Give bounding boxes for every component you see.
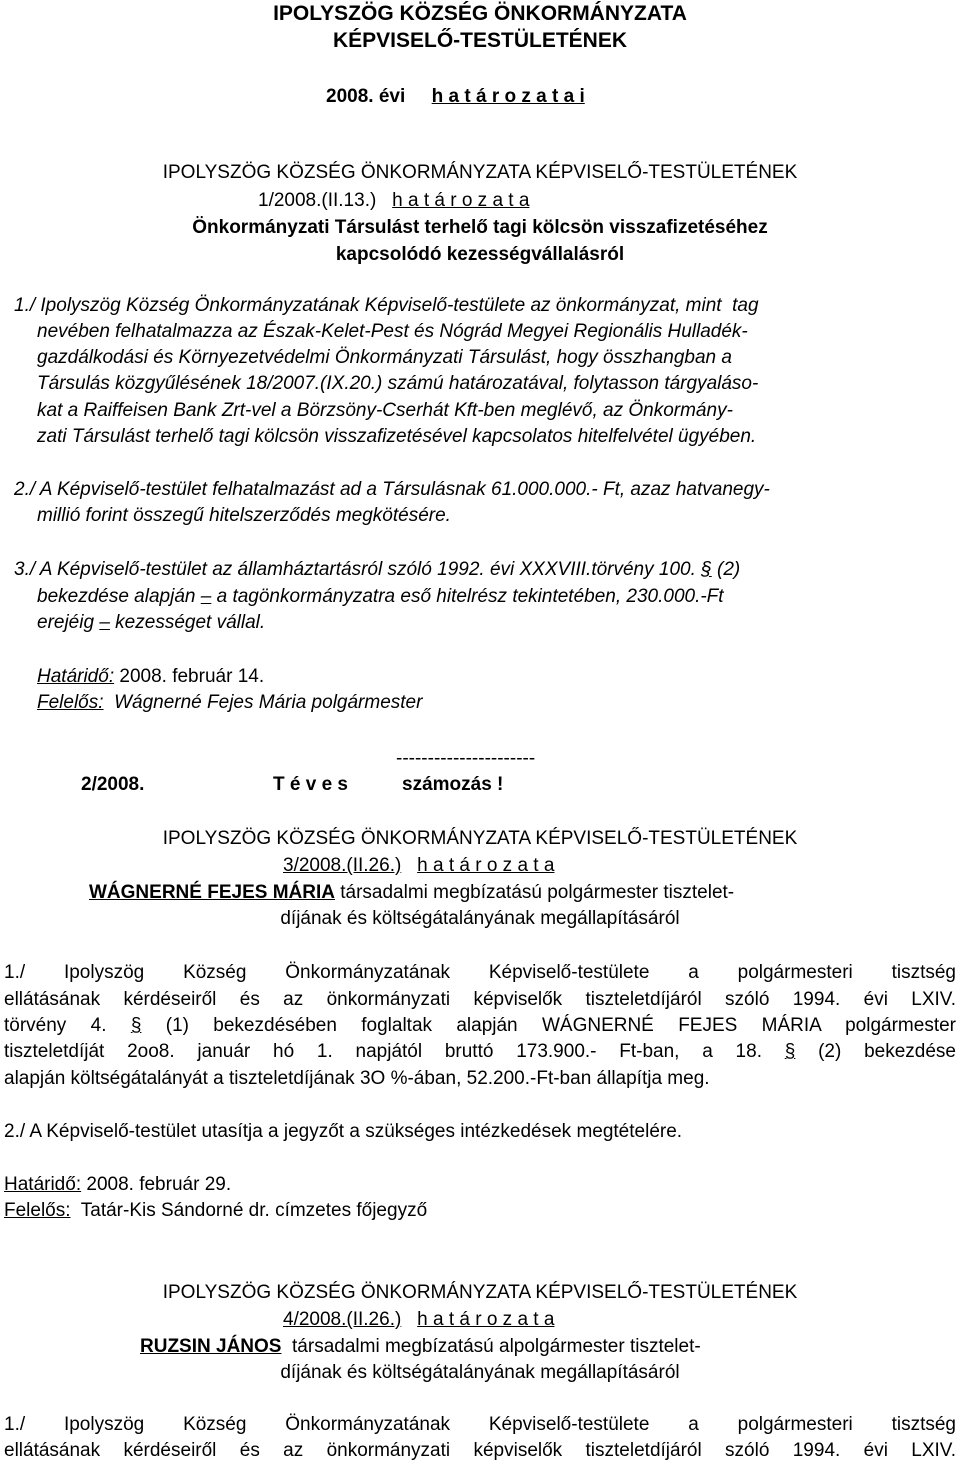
res4-decision-word: h a t á r o z a t a	[417, 1309, 555, 1330]
res1-responsible-label: Felelős:	[37, 692, 104, 713]
res1-p3-l3-c: kezességet vállal.	[109, 612, 266, 633]
res3-person-name: WÁGNERNÉ FEJES MÁRIA	[89, 882, 335, 903]
res3-deadline-label: Határidő:	[4, 1174, 82, 1195]
res4-title-line-1	[140, 1336, 701, 1358]
res3-p1-line-5: alapján költségátalányát a tiszteletdíjának 3O %-ában, 52.200.-Ft-ban állapítja meg.	[4, 1068, 710, 1089]
res3-number-line	[283, 855, 554, 877]
res1-p3-line-2	[37, 586, 724, 608]
res1-p3-l2-a: bekezdése alapján	[37, 586, 201, 607]
section-sign: §	[784, 1041, 796, 1062]
document-year-line	[326, 86, 585, 108]
res2-note-word-1: T é v e s	[273, 774, 348, 795]
res3-deadline-value: 2008. február 29.	[81, 1174, 232, 1195]
res1-responsible-value: Wágnerné Fejes Mária polgármester	[103, 692, 423, 713]
res1-p3-line-3	[37, 612, 265, 634]
res3-p1-l3-a: törvény 4.	[4, 1015, 131, 1036]
res3-p1-l4-a: tiszteletdíját 2oo8. január hó 1. napjától bruttó 173.900.- Ft-ban, a 18.	[4, 1041, 785, 1062]
res1-p1-line-3: gazdálkodási és Környezetvédelmi Önkormányzati Társulást, hogy összhangban a	[37, 347, 732, 368]
res1-p1-line-6: zati Társulást terhelő tagi kölcsön visszafizetésével kapcsolatos hitelfelvétel ügyében.	[37, 426, 757, 447]
res1-p3-l3-a: erejéig	[37, 612, 100, 633]
res3-responsible-line	[4, 1200, 427, 1222]
res1-p1-line-4: Társulás közgyűlésének 18/2007.(IX.20.) számú határozatával, folytasson tárgyaláso-	[37, 373, 759, 394]
res3-p1-line-3	[4, 1015, 956, 1037]
res4-person-name: RUZSIN JÁNOS	[140, 1336, 282, 1357]
res1-p2-line-2: millió forint összegű hitelszerződés megkötésére.	[37, 505, 451, 526]
res1-p3-text-end: (2)	[711, 559, 741, 580]
res2-separator: ----------------------	[396, 748, 536, 769]
document-year: 2008. évi	[326, 86, 406, 107]
res1-number: 1/2008.(II.13.)	[258, 190, 377, 211]
res1-title-line-2: kapcsolódó kezességvállalásról	[335, 244, 625, 265]
res3-p1-line-2: ellátásának kérdéseiről és az önkormányzati képviselők tiszteletdíjáról szóló 1994. évi LXIV.	[4, 989, 956, 1010]
res3-responsible-label: Felelős:	[4, 1200, 71, 1221]
res1-title-line-1: Önkormányzati Társulást terhelő tagi kölcsön visszafizetéséhez	[192, 217, 768, 238]
res1-deadline-label: Határidő:	[37, 666, 115, 687]
res3-p2: 2./ A Képviselő-testület utasítja a jegyzőt a szükséges intézkedések megtételére.	[4, 1121, 683, 1142]
res3-body-heading: IPOLYSZÖG KÖZSÉG ÖNKORMÁNYZATA KÉPVISELŐ-TESTÜLETÉNEK	[162, 828, 798, 849]
res3-p1-line-1: 1./ Ipolyszög Község Önkormányzatának Képviselő-testülete a polgármesteri tisztség	[4, 962, 956, 983]
res4-p1-line-1: 1./ Ipolyszög Község Önkormányzatának Képviselő-testülete a polgármesteri tisztség	[4, 1414, 956, 1435]
res3-title-rest: társadalmi megbízatású polgármester tisztelet-	[334, 882, 735, 903]
res2-note-word-2: számozás !	[402, 774, 504, 795]
res1-deadline-line	[37, 666, 264, 688]
res3-responsible-value: Tatár-Kis Sándorné dr. címzetes főjegyző	[70, 1200, 428, 1221]
section-sign: §	[130, 1015, 142, 1036]
res3-p1-line-4	[4, 1041, 956, 1063]
res1-p1-line-1: 1./ Ipolyszög Község Önkormányzatának Képviselő-testülete az önkormányzat, mint tag	[14, 295, 759, 316]
res1-p3-l3-dash: –	[99, 612, 110, 633]
res1-p2-line-1: 2./ A Képviselő-testület felhatalmazást ad a Társulásnak 61.000.000.- Ft, azaz hatvanegy-	[14, 479, 770, 500]
res3-title-line-2: díjának és költségátalányának megállapításáról	[280, 908, 680, 929]
res4-title-rest: társadalmi megbízatású alpolgármester tisztelet-	[281, 1336, 701, 1357]
res1-p3-line-1	[14, 559, 740, 581]
res3-p1-l3-b: (1) bekezdésében foglaltak alapján WÁGNERNÉ FEJES MÁRIA polgármester	[141, 1015, 956, 1036]
res2-number: 2/2008.	[81, 774, 145, 795]
res4-number: 4/2008.(II.26.)	[283, 1309, 402, 1330]
res3-number: 3/2008.(II.26.)	[283, 855, 402, 876]
res1-p1-line-5: kat a Raiffeisen Bank Zrt-vel a Börzsöny-Cserhát Kft-ben meglévő, az Önkormány-	[37, 400, 733, 421]
res3-deadline-line	[4, 1174, 231, 1196]
res4-number-line	[283, 1309, 554, 1331]
res1-body-heading: IPOLYSZÖG KÖZSÉG ÖNKORMÁNYZATA KÉPVISELŐ-TESTÜLETÉNEK	[162, 162, 798, 183]
res1-p1-line-2: nevében felhatalmazza az Észak-Kelet-Pest és Nógrád Megyei Regionális Hulladék-	[37, 321, 748, 342]
res1-deadline-value: 2008. február 14.	[114, 666, 265, 687]
res1-decision-word: h a t á r o z a t a	[392, 190, 530, 211]
res3-p1-l4-b: (2) bekezdése	[795, 1041, 956, 1062]
res1-p3-text: 3./ A Képviselő-testület az államháztartásról szóló 1992. évi XXXVIII.törvény 100.	[14, 559, 696, 580]
res3-decision-word: h a t á r o z a t a	[417, 855, 555, 876]
document-title-line-1: IPOLYSZÖG KÖZSÉG ÖNKORMÁNYZATA	[273, 2, 687, 25]
res1-number-line	[258, 190, 529, 212]
res1-p3-l2-dash: –	[200, 586, 212, 607]
document-decisions-heading: h a t á r o z a t a i	[431, 86, 585, 107]
document-title-line-2: KÉPVISELŐ-TESTÜLETÉNEK	[332, 29, 628, 52]
res1-p3-l2-c: a tagönkormányzatra eső hitelrész tekintetében, 230.000.-Ft	[211, 586, 724, 607]
res4-body-heading: IPOLYSZÖG KÖZSÉG ÖNKORMÁNYZATA KÉPVISELŐ-TESTÜLETÉNEK	[162, 1282, 798, 1303]
section-sign: §	[701, 559, 712, 580]
res1-responsible-line	[37, 692, 422, 714]
res4-p1-line-2: ellátásának kérdéseiről és az önkormányzati képviselők tiszteletdíjáról szóló 1994. évi LXIV.	[4, 1440, 956, 1461]
res4-title-line-2: díjának és költségátalányának megállapításáról	[280, 1362, 680, 1383]
res3-title-line-1	[89, 882, 734, 904]
